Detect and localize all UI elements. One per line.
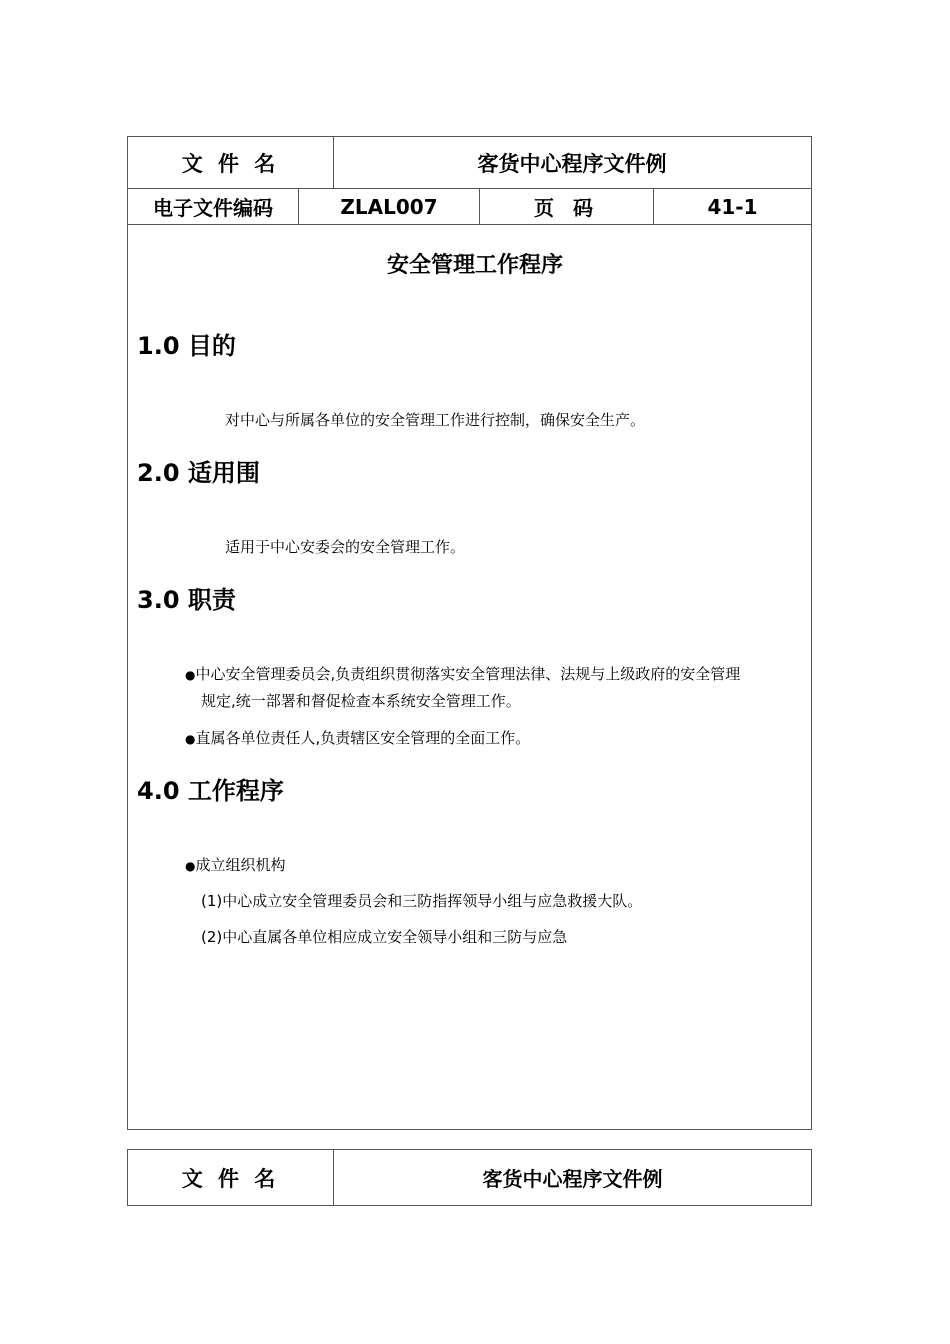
- bullet-icon: ●: [185, 732, 196, 746]
- section-1-text: 对中心与所属各单位的安全管理工作进行控制，确保安全生产。: [225, 411, 646, 429]
- code-value: ZLAL007: [340, 194, 438, 219]
- section-4-item-1: (1)中心成立安全管理委员会和三防指挥领导小组与应急救援大队。: [201, 892, 643, 910]
- section-4-bullet: [185, 852, 286, 880]
- file-name-value: 客货中心程序文件例: [477, 151, 667, 176]
- bullet-icon: ●: [185, 859, 196, 873]
- bullet-1-line-1: 中心安全管理委员会,负责组织贯彻落实安全管理法律、法规与上级政府的安全管理: [195, 665, 741, 683]
- document-frame: [127, 136, 812, 1130]
- section-2-text: 适用于中心安委会的安全管理工作。: [225, 538, 466, 556]
- bullet-2-line-1: 直属各单位责任人,负责辖区安全管理的全面工作。: [195, 729, 531, 747]
- section-4-heading: 4.0 工作程序: [137, 777, 284, 805]
- section-3-bullet-2: [185, 725, 530, 753]
- bullet-icon: ●: [185, 668, 196, 682]
- document-title: 安全管理工作程序: [386, 253, 563, 278]
- code-label: 电子文件编码: [153, 196, 273, 220]
- section-3-bullet-1-cont: 规定,统一部署和督促检查本系统安全管理工作。: [201, 692, 521, 710]
- file-name-label: 文 件 名: [181, 151, 280, 176]
- section-3-heading: 3.0 职责: [137, 586, 236, 614]
- footer-file-name-label: 文 件 名: [181, 1166, 280, 1191]
- section-1-heading: 1.0 目的: [137, 332, 236, 360]
- section-4-bullet-text: 成立组织机构: [195, 856, 286, 874]
- footer-file-name-value: 客货中心程序文件例: [482, 1167, 663, 1191]
- row2-bottom-line: [128, 224, 811, 225]
- section-4-item-2: (2)中心直属各单位相应成立安全领导小组和三防与应急: [201, 928, 568, 946]
- page-label: 页 码: [534, 196, 599, 220]
- next-page-header-frame: [127, 1149, 812, 1206]
- page-value: 41-1: [707, 194, 758, 219]
- row1-divider: [333, 137, 334, 188]
- section-2-heading: 2.0 适用围: [137, 459, 260, 487]
- section-3-bullet-1: [185, 661, 740, 689]
